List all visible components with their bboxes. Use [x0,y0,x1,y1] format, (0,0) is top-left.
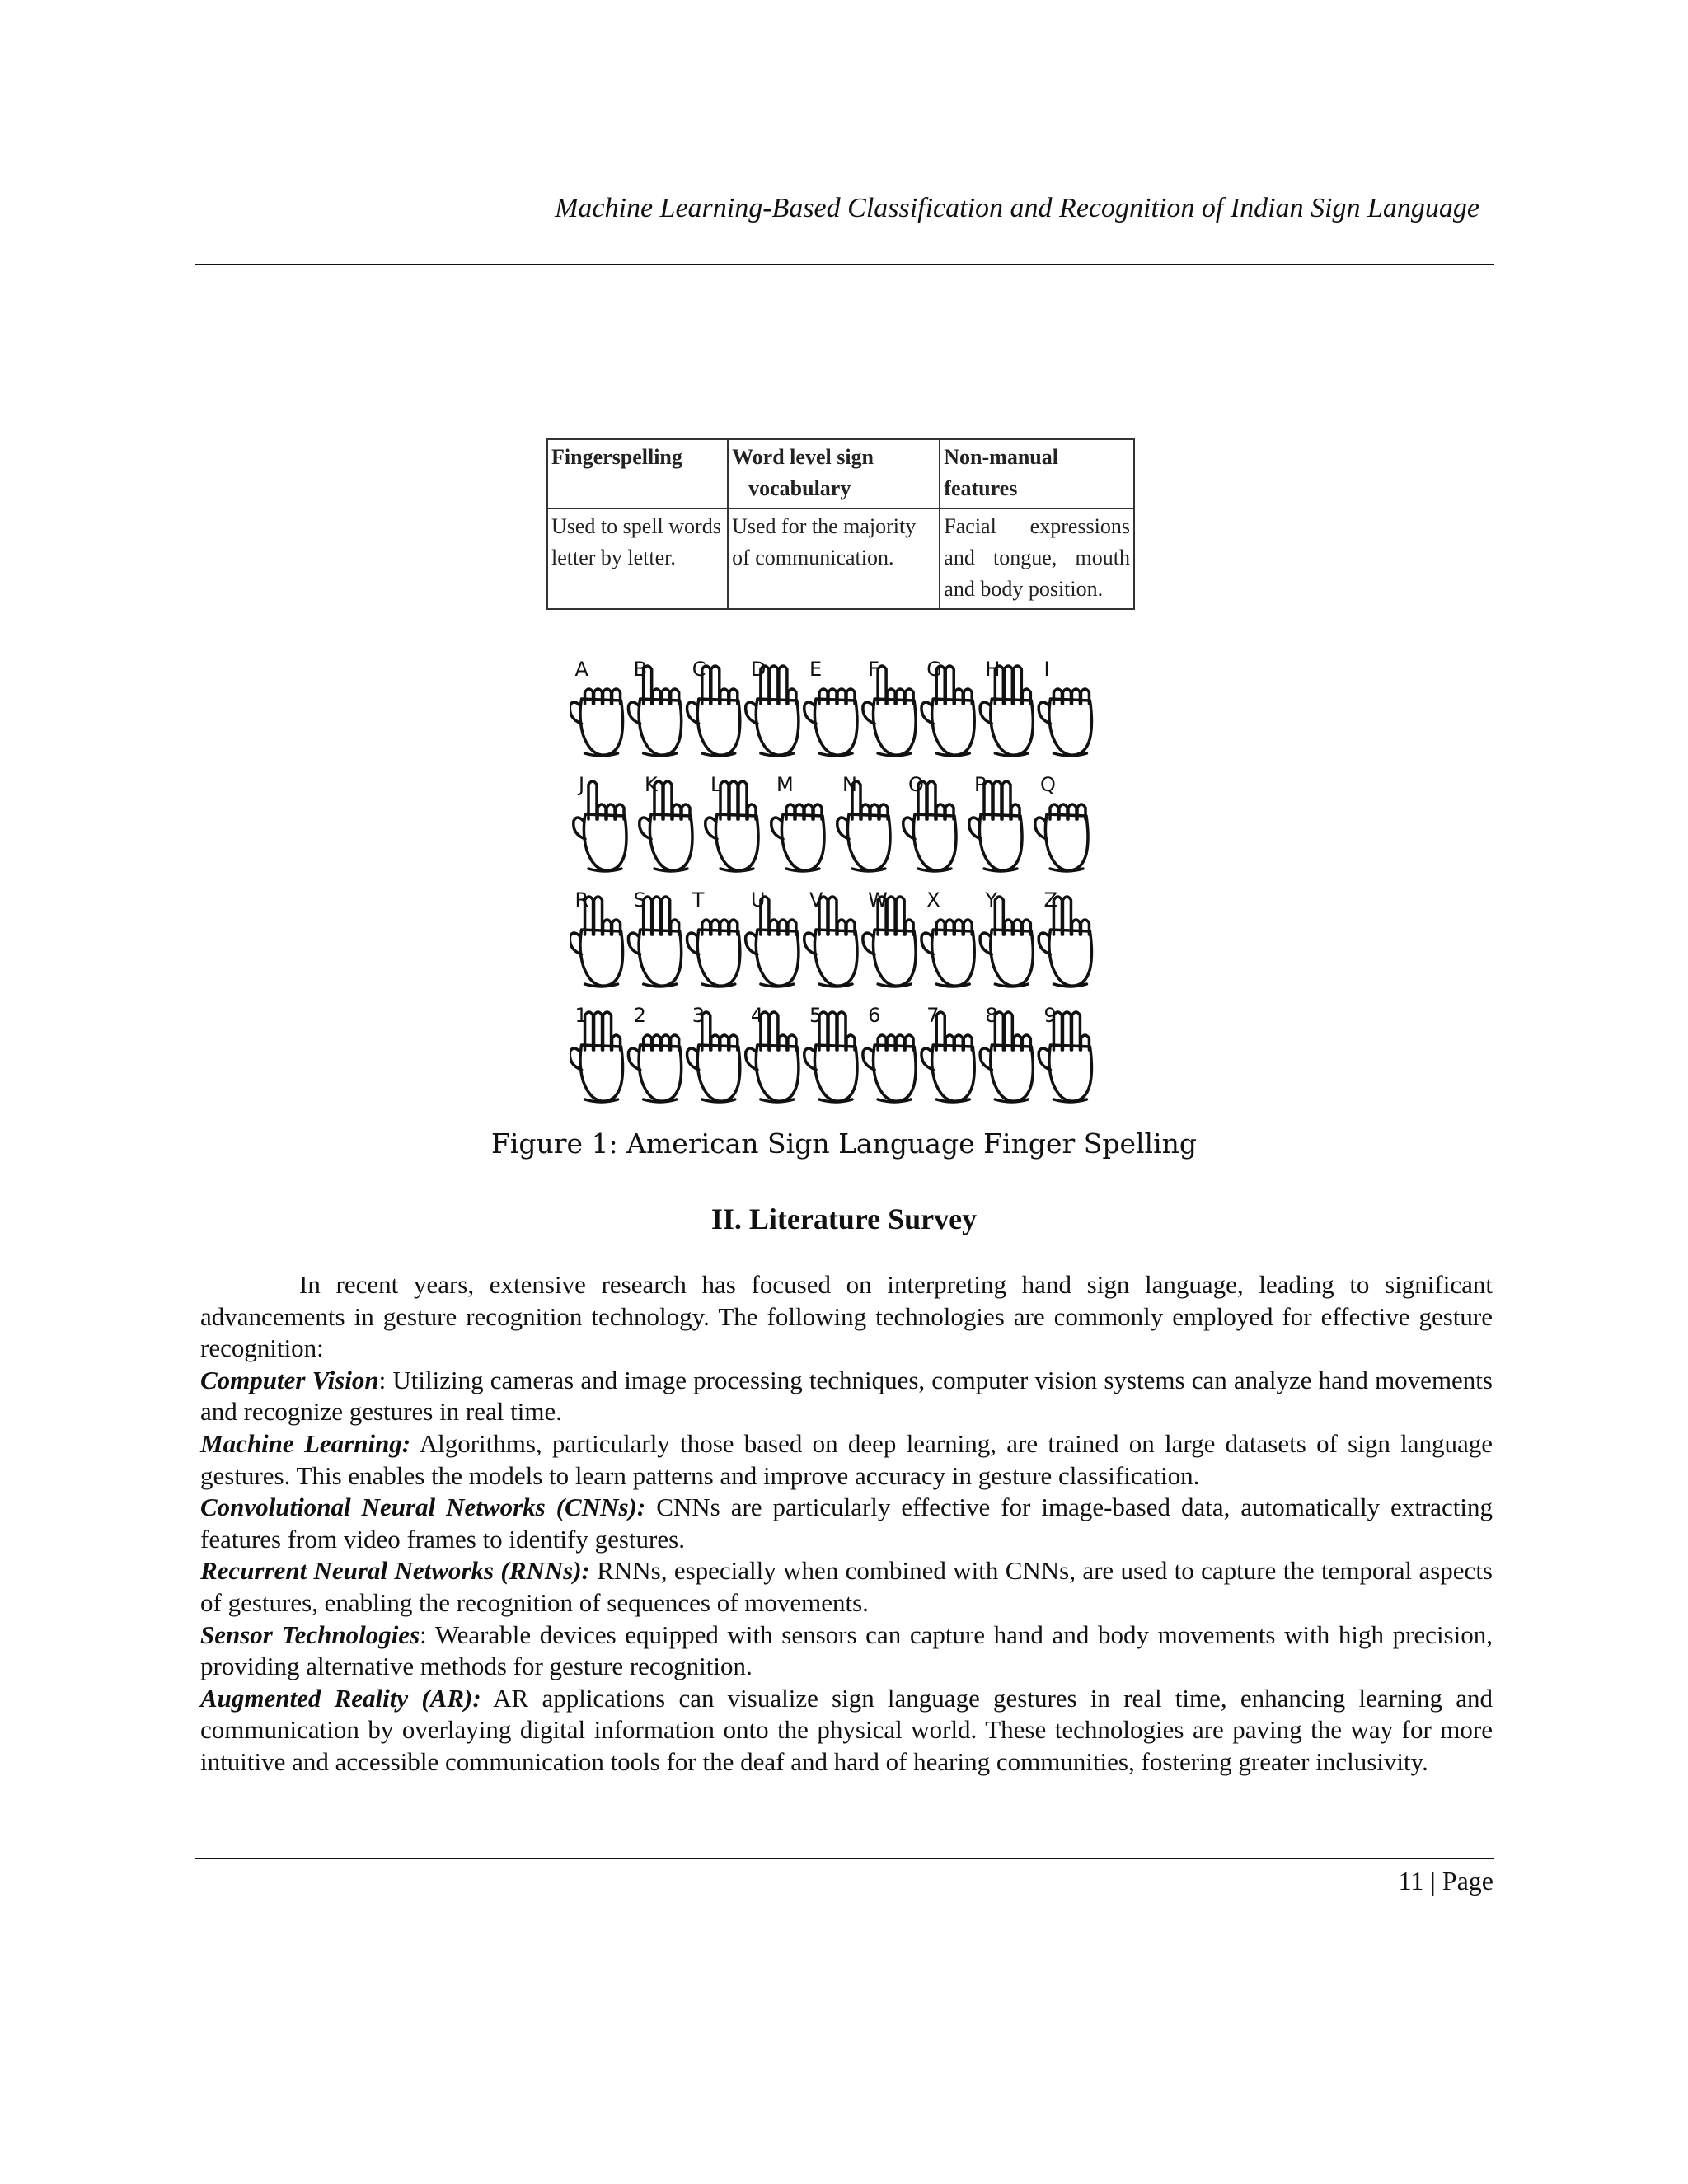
hand-finger [711,920,720,935]
hand-label: R [574,888,589,912]
hand-finger [1071,689,1080,704]
hand-label: D [750,658,767,681]
hand-finger [1013,1035,1021,1050]
hand-sign [771,804,824,871]
hand-finger [896,897,904,935]
hand-palm [874,930,917,986]
page-number: 11 | Page [1398,1866,1493,1896]
hand-label: I [1043,658,1050,681]
hand-finger [662,897,670,935]
hand-label: 5 [809,1004,823,1027]
fingerspelling-illustration [570,651,1098,1113]
hand-palm [991,1045,1034,1101]
table-cell: Used to spell words letter by letter. [547,509,728,609]
hand-label: B [633,658,648,681]
hand-palm [756,930,799,986]
hand-label: S [633,888,646,912]
hand-sign [628,1035,681,1102]
hand-finger [945,920,954,935]
item-text: Wearable devices equipped with sensors can capture hand and body movements with high precision, providing alternative methods for gesture recognition. [200,1619,1493,1681]
item-separator [481,1684,494,1713]
hand-label: T [692,888,705,912]
hand-finger [819,689,828,704]
hand-sign [570,689,623,756]
hand-label: C [692,658,706,681]
hand-palm [584,814,626,870]
hand-palm [814,699,857,755]
hand-sign [863,1035,916,1102]
item-term: Recurrent Neural Networks (RNNs): [200,1556,590,1586]
figure-caption: Figure 1: American Sign Language Finger Spelling [490,1127,1198,1160]
hand-label: E [809,658,823,681]
hand-palm [932,699,975,755]
fingerspelling-figure [570,651,1098,1113]
table-cell: Used for the majority of communication. [728,509,940,609]
item-text: Algorithms, particularly those based on deep learning, are trained on large datasets of sign language gestures. This enables the models to learn patterns and improve accuracy in gesture classification. [200,1428,1493,1490]
section-body [200,1269,1493,1779]
item-separator [410,1429,420,1458]
hand-palm [639,699,682,755]
hand-finger [720,689,729,704]
hand-palm [979,814,1022,870]
table-header-cell [728,439,940,509]
hand-finger [603,1012,612,1050]
hand-finger [1053,689,1062,704]
item-text: Utilizing cameras and image processing techniques, computer vision systems can analyze hand movements and recognize gestures in real time. [200,1365,1493,1427]
hand-finger [1002,781,1010,819]
item-text: CNNs are particularly effective for image-based data, automatically extracting features from video frames to identify gestures. [200,1493,1493,1554]
hand-finger [594,689,603,704]
list-item [200,1555,1493,1619]
hand-label: V [809,888,823,912]
hand-label: H [985,658,1001,681]
hand-finger [673,804,681,819]
hand-finger [720,920,729,935]
item-separator: : [378,1365,393,1394]
hand-palm [874,1045,917,1101]
hand-finger [786,804,795,819]
hand-finger [662,689,670,704]
hand-palm [814,930,857,986]
hand-finger [1004,920,1012,935]
hand-finger [779,666,787,704]
hand-finger [828,689,837,704]
hand-palm [814,1045,857,1101]
hand-palm [697,699,740,755]
table-cell: Facial expressions and tongue, mouth and body position. [940,509,1134,609]
hand-label: 3 [692,1004,706,1027]
hand-palm [715,814,758,870]
hand-label: 7 [926,1004,940,1027]
hand-finger [954,689,963,704]
intro-paragraph: In recent years, extensive research has focused on interpreting hand sign language, leading to significant advancements in gesture recognition technology. The following technologies are commonly employed for effective gesture recognition: [200,1270,1493,1363]
section-heading: II. Literature Survey [710,1202,978,1235]
hand-label: 8 [985,1004,998,1027]
item-term: Sensor Technologies [200,1619,420,1649]
hand-finger [1071,1012,1080,1050]
hand-label: Q [1040,773,1056,796]
hand-sign [1039,689,1091,756]
hand-finger [936,920,945,935]
table-header-row [547,439,1134,509]
hand-label: P [974,773,987,796]
hand-finger [598,804,606,819]
hand-sign [1035,804,1088,871]
hand-finger [653,689,661,704]
list-item [200,1428,1493,1492]
hand-finger [779,1035,787,1050]
table-header-cell: Non-manual features [940,439,1134,509]
hand-palm [580,930,623,986]
item-text: AR applications can visualize sign language gestures in real time, enhancing learning and communication by overlaying digital information onto the physical world. These technologies are paving the way for more intuitive and accessible communication tools for the deaf and hard of hearing communities, fostering greater inclusivity. [200,1683,1493,1776]
hand-palm [874,699,917,755]
hand-sign [921,920,974,987]
hand-finger [603,920,612,935]
hand-finger [887,689,895,704]
hand-palm [847,814,890,870]
list-item [200,1619,1493,1683]
hand-sign [687,920,740,987]
header-rule [195,264,1494,265]
hand-finger [1071,920,1080,935]
hand-finger [607,804,615,819]
hand-finger [945,1035,954,1050]
hand-finger [954,920,963,935]
hand-finger [795,804,804,819]
hand-finger [779,920,787,935]
hand-finger [896,1035,904,1050]
hand-finger [585,689,593,704]
hand-palm [991,930,1034,986]
hand-label: M [776,773,794,796]
hand-finger [720,1035,729,1050]
running-header: Machine Learning-Based Classification and Recognition of Indian Sign Language [555,193,1479,223]
hand-finger [603,689,612,704]
list-item [200,1492,1493,1555]
hand-label: W [868,888,888,912]
hand-finger [804,804,813,819]
footer-rule [195,1858,1494,1859]
hand-label: 9 [1043,1004,1057,1027]
hand-palm [639,930,682,986]
table-row [547,509,1134,609]
hand-palm [913,814,956,870]
hand-finger [738,781,747,819]
hand-label: J [579,773,585,796]
hand-palm [580,1045,623,1101]
hand-label: O [908,773,924,796]
hand-finger [837,689,846,704]
hand-finger [870,804,879,819]
list-item [200,1683,1493,1779]
hand-finger [861,804,870,819]
hand-label: F [868,658,879,681]
hand-palm [1049,1045,1092,1101]
hand-finger [837,1012,846,1050]
hand-label: 1 [574,1004,588,1027]
hand-finger [936,804,945,819]
hand-palm [756,699,799,755]
hand-label: Y [985,888,998,912]
hand-palm [1049,699,1092,755]
hand-label: K [645,773,658,796]
hand-finger [702,920,710,935]
hand-label: X [926,888,940,912]
hand-finger [711,1035,720,1050]
hand-finger [837,920,846,935]
hand-palm [932,930,975,986]
hand-palm [697,1045,740,1101]
hand-label: N [842,773,857,796]
hand-finger [1059,804,1067,819]
hand-finger [878,1035,886,1050]
hand-palm [649,814,692,870]
item-term: Augmented Reality (AR): [200,1683,481,1713]
hand-label: 2 [633,1004,646,1027]
hand-palm [1045,814,1088,870]
hand-label: U [750,888,766,912]
hand-finger [1013,920,1021,935]
hand-label: 6 [868,1004,881,1027]
hand-palm [756,1045,799,1101]
hand-label: A [574,658,588,681]
item-separator [645,1493,656,1521]
list-item [200,1365,1493,1428]
table-header-cell: Fingerspelling [547,439,728,509]
sign-language-components-table [546,438,1135,610]
hand-palm [1049,930,1092,986]
item-text: RNNs, especially when combined with CNNs, are used to capture the temporal aspects of gestures, enabling the recognition of sequences of movements. [200,1556,1493,1617]
hand-finger [954,1035,963,1050]
hand-finger [1013,666,1021,704]
hand-finger [653,1035,661,1050]
item-term: Machine Learning: [200,1428,411,1458]
hand-sign [804,689,857,756]
hand-label: Z [1043,888,1057,912]
hand-palm [639,1045,682,1101]
hand-finger [1050,804,1058,819]
hand-palm [932,1045,975,1101]
hand-finger [770,920,778,935]
hand-palm [580,699,623,755]
hand-finger [1068,804,1076,819]
hand-finger [896,689,904,704]
hand-palm [781,814,824,870]
item-separator: : [420,1619,435,1649]
hand-finger [887,1035,895,1050]
hand-label: L [710,773,722,796]
item-term: Convolutional Neural Networks (CNNs): [200,1493,646,1522]
table-header-line: vocabulary [748,476,851,500]
hand-palm [991,699,1034,755]
hand-finger [1062,689,1071,704]
item-term: Computer Vision [200,1365,379,1394]
table-header-line: Word level sign [732,445,874,469]
hand-label: 4 [750,1004,764,1027]
hand-label: G [926,658,942,681]
hand-finger [644,1035,652,1050]
hand-palm [697,930,740,986]
item-separator [590,1556,597,1585]
hand-finger [662,1035,670,1050]
